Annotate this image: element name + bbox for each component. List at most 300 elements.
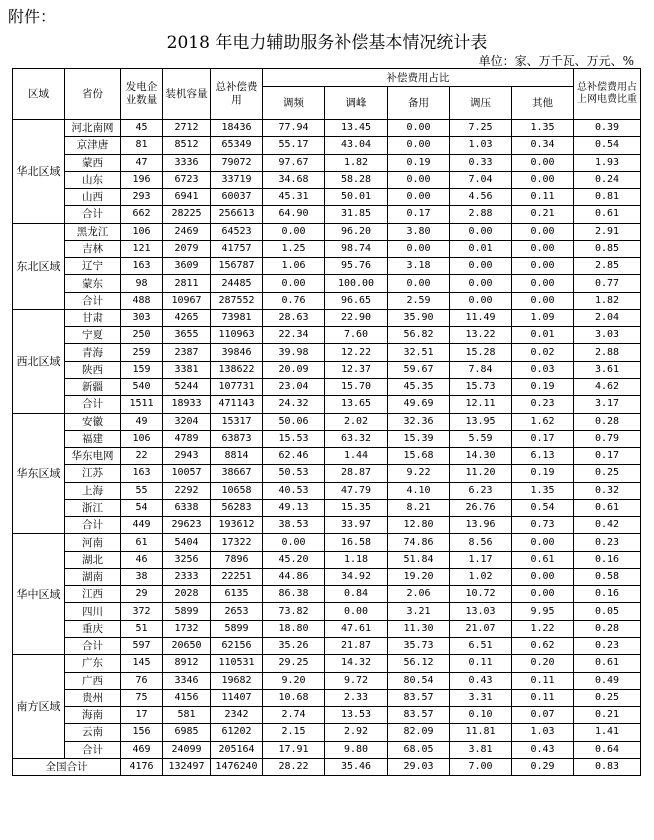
ratio-total-cell: 0.83 — [574, 758, 641, 775]
voltage-cell: 1.02 — [450, 568, 512, 585]
voltage-cell: 13.96 — [450, 517, 512, 534]
peak-cell: 9.80 — [325, 741, 388, 758]
voltage-cell: 7.25 — [450, 120, 512, 137]
header-capacity: 装机容量 — [163, 69, 211, 120]
freq-cell: 50.06 — [263, 413, 325, 430]
reserve-cell: 83.57 — [388, 707, 450, 724]
voltage-cell: 1.03 — [450, 137, 512, 154]
peak-cell: 2.33 — [325, 689, 388, 706]
unit-note: 单位：家、万千瓦、万元、% — [478, 54, 634, 68]
ratio-cell: 0.49 — [574, 672, 641, 689]
province-cell: 新疆 — [65, 378, 121, 395]
voltage-cell: 2.88 — [450, 206, 512, 223]
province-cell: 合计 — [65, 292, 121, 309]
capacity-cell: 6338 — [163, 499, 211, 516]
capacity-cell: 3256 — [163, 551, 211, 568]
ratio-cell: 2.04 — [574, 309, 641, 326]
voltage-cell: 0.00 — [450, 223, 512, 240]
freq-total-cell: 28.22 — [263, 758, 325, 775]
peak-cell: 13.45 — [325, 120, 388, 137]
ratio-cell: 0.16 — [574, 551, 641, 568]
voltage-cell: 14.30 — [450, 448, 512, 465]
other-cell: 0.62 — [512, 637, 574, 654]
compensation-cell: 17322 — [211, 534, 263, 551]
reserve-cell: 0.00 — [388, 120, 450, 137]
subtotal-row — [13, 741, 641, 758]
capacity-cell: 4265 — [163, 309, 211, 326]
peak-cell: 96.20 — [325, 223, 388, 240]
table-row — [13, 171, 641, 188]
other-cell: 0.00 — [512, 586, 574, 603]
other-cell: 0.21 — [512, 206, 574, 223]
peak-cell: 2.92 — [325, 724, 388, 741]
companies-cell: 46 — [121, 551, 163, 568]
reserve-cell: 11.30 — [388, 620, 450, 637]
reserve-cell: 80.54 — [388, 672, 450, 689]
freq-cell: 2.15 — [263, 724, 325, 741]
compensation-cell: 56283 — [211, 499, 263, 516]
freq-cell: 62.46 — [263, 448, 325, 465]
peak-cell: 96.65 — [325, 292, 388, 309]
reserve-cell: 3.21 — [388, 603, 450, 620]
other-cell: 0.43 — [512, 741, 574, 758]
capacity-cell: 581 — [163, 707, 211, 724]
voltage-cell: 13.22 — [450, 327, 512, 344]
voltage-cell: 6.23 — [450, 482, 512, 499]
subtotal-row — [13, 637, 641, 654]
companies-cell: 55 — [121, 482, 163, 499]
ratio-cell: 0.39 — [574, 120, 641, 137]
peak-cell: 34.92 — [325, 568, 388, 585]
companies-cell: 29 — [121, 586, 163, 603]
other-cell: 0.00 — [512, 154, 574, 171]
other-cell: 1.62 — [512, 413, 574, 430]
reserve-cell: 2.59 — [388, 292, 450, 309]
other-cell: 1.03 — [512, 724, 574, 741]
peak-cell: 22.90 — [325, 309, 388, 326]
reserve-cell: 0.19 — [388, 154, 450, 171]
table-row — [13, 586, 641, 603]
voltage-cell: 11.20 — [450, 465, 512, 482]
capacity-cell: 20650 — [163, 637, 211, 654]
reserve-total-cell: 29.03 — [388, 758, 450, 775]
region-cell: 西北区域 — [13, 309, 65, 413]
peak-cell: 47.61 — [325, 620, 388, 637]
voltage-cell: 3.31 — [450, 689, 512, 706]
ratio-cell: 0.81 — [574, 189, 641, 206]
region-cell: 华北区域 — [13, 120, 65, 224]
table-row — [13, 258, 641, 275]
compensation-cell: 256613 — [211, 206, 263, 223]
reserve-cell: 15.68 — [388, 448, 450, 465]
compensation-cell: 110531 — [211, 655, 263, 672]
reserve-cell: 83.57 — [388, 689, 450, 706]
companies-cell: 597 — [121, 637, 163, 654]
freq-cell: 0.00 — [263, 275, 325, 292]
voltage-cell: 10.72 — [450, 586, 512, 603]
ratio-cell: 1.41 — [574, 724, 641, 741]
peak-cell: 50.01 — [325, 189, 388, 206]
table-row — [13, 327, 641, 344]
province-cell: 合计 — [65, 396, 121, 413]
province-cell: 甘肃 — [65, 309, 121, 326]
reserve-cell: 74.86 — [388, 534, 450, 551]
province-cell: 四川 — [65, 603, 121, 620]
freq-cell: 86.38 — [263, 586, 325, 603]
table-row — [13, 309, 641, 326]
table-row — [13, 344, 641, 361]
voltage-cell: 4.56 — [450, 189, 512, 206]
freq-cell: 45.31 — [263, 189, 325, 206]
companies-cell: 17 — [121, 707, 163, 724]
companies-cell: 662 — [121, 206, 163, 223]
province-cell: 山东 — [65, 171, 121, 188]
other-cell: 0.19 — [512, 465, 574, 482]
ratio-cell: 1.82 — [574, 292, 641, 309]
compensation-cell: 2342 — [211, 707, 263, 724]
freq-cell: 2.74 — [263, 707, 325, 724]
freq-cell: 10.68 — [263, 689, 325, 706]
companies-cell: 163 — [121, 465, 163, 482]
freq-cell: 55.17 — [263, 137, 325, 154]
header-peak: 调峰 — [325, 87, 388, 120]
voltage-cell: 0.33 — [450, 154, 512, 171]
peak-cell: 47.79 — [325, 482, 388, 499]
peak-cell: 31.85 — [325, 206, 388, 223]
ratio-cell: 3.17 — [574, 396, 641, 413]
ratio-cell: 0.05 — [574, 603, 641, 620]
province-cell: 江苏 — [65, 465, 121, 482]
companies-cell: 259 — [121, 344, 163, 361]
province-cell: 贵州 — [65, 689, 121, 706]
freq-cell: 64.90 — [263, 206, 325, 223]
capacity-cell: 2292 — [163, 482, 211, 499]
compensation-cell: 73981 — [211, 309, 263, 326]
capacity-cell: 2028 — [163, 586, 211, 603]
companies-cell: 81 — [121, 137, 163, 154]
reserve-cell: 0.00 — [388, 171, 450, 188]
region-cell: 东北区域 — [13, 223, 65, 309]
capacity-cell: 3381 — [163, 361, 211, 378]
companies-cell: 163 — [121, 258, 163, 275]
reserve-cell: 32.36 — [388, 413, 450, 430]
compensation-cell: 7896 — [211, 551, 263, 568]
ratio-cell: 0.23 — [574, 637, 641, 654]
table-row — [13, 482, 641, 499]
reserve-cell: 0.00 — [388, 189, 450, 206]
companies-cell: 121 — [121, 240, 163, 257]
freq-cell: 40.53 — [263, 482, 325, 499]
voltage-cell: 5.59 — [450, 430, 512, 447]
compensation-cell: 110963 — [211, 327, 263, 344]
capacity-cell: 2387 — [163, 344, 211, 361]
table-row — [13, 724, 641, 741]
table-row — [13, 534, 641, 551]
other-cell: 0.00 — [512, 534, 574, 551]
province-cell: 华东电网 — [65, 448, 121, 465]
peak-cell: 15.70 — [325, 378, 388, 395]
voltage-cell: 21.07 — [450, 620, 512, 637]
capacity-cell: 3655 — [163, 327, 211, 344]
ratio-cell: 2.91 — [574, 223, 641, 240]
compensation-cell: 61202 — [211, 724, 263, 741]
other-cell: 0.61 — [512, 551, 574, 568]
voltage-cell: 8.56 — [450, 534, 512, 551]
companies-cell: 449 — [121, 517, 163, 534]
voltage-cell: 0.00 — [450, 292, 512, 309]
province-cell: 福建 — [65, 430, 121, 447]
freq-cell: 38.53 — [263, 517, 325, 534]
companies-cell: 145 — [121, 655, 163, 672]
reserve-cell: 59.67 — [388, 361, 450, 378]
companies-cell: 106 — [121, 430, 163, 447]
freq-cell: 35.26 — [263, 637, 325, 654]
header-ratio: 总补偿费用占上网电费比重 — [574, 69, 641, 120]
ratio-cell: 0.42 — [574, 517, 641, 534]
header-compensation: 总补偿费用 — [211, 69, 263, 120]
peak-cell: 98.74 — [325, 240, 388, 257]
compensation-cell: 41757 — [211, 240, 263, 257]
compensation-total-cell: 1476240 — [211, 758, 263, 775]
compensation-cell: 138622 — [211, 361, 263, 378]
reserve-cell: 49.69 — [388, 396, 450, 413]
companies-cell: 156 — [121, 724, 163, 741]
other-cell: 0.00 — [512, 258, 574, 275]
companies-cell: 51 — [121, 620, 163, 637]
reserve-cell: 45.35 — [388, 378, 450, 395]
reserve-cell: 12.80 — [388, 517, 450, 534]
compensation-cell: 62156 — [211, 637, 263, 654]
capacity-cell: 5244 — [163, 378, 211, 395]
capacity-cell: 4789 — [163, 430, 211, 447]
compensation-cell: 33719 — [211, 171, 263, 188]
other-cell: 1.35 — [512, 482, 574, 499]
voltage-cell: 15.28 — [450, 344, 512, 361]
province-cell: 辽宁 — [65, 258, 121, 275]
ratio-cell: 0.58 — [574, 568, 641, 585]
table-row — [13, 413, 641, 430]
peak-cell: 63.32 — [325, 430, 388, 447]
freq-cell: 45.20 — [263, 551, 325, 568]
other-cell: 1.09 — [512, 309, 574, 326]
voltage-cell: 26.76 — [450, 499, 512, 516]
other-cell: 0.20 — [512, 655, 574, 672]
capacity-cell: 8912 — [163, 655, 211, 672]
header-reserve: 备用 — [388, 87, 450, 120]
freq-cell: 18.80 — [263, 620, 325, 637]
voltage-cell: 12.11 — [450, 396, 512, 413]
province-cell: 合计 — [65, 637, 121, 654]
other-total-cell: 0.29 — [512, 758, 574, 775]
compensation-cell: 60037 — [211, 189, 263, 206]
capacity-cell: 2943 — [163, 448, 211, 465]
ratio-cell: 0.79 — [574, 430, 641, 447]
companies-cell: 22 — [121, 448, 163, 465]
other-cell: 0.11 — [512, 672, 574, 689]
voltage-cell: 15.73 — [450, 378, 512, 395]
peak-cell: 0.84 — [325, 586, 388, 603]
province-cell: 合计 — [65, 206, 121, 223]
table-row — [13, 603, 641, 620]
province-cell: 湖北 — [65, 551, 121, 568]
capacity-cell: 29623 — [163, 517, 211, 534]
other-cell: 1.35 — [512, 120, 574, 137]
companies-cell: 250 — [121, 327, 163, 344]
voltage-cell: 0.01 — [450, 240, 512, 257]
companies-cell: 159 — [121, 361, 163, 378]
capacity-cell: 2469 — [163, 223, 211, 240]
capacity-cell: 1732 — [163, 620, 211, 637]
reserve-cell: 9.22 — [388, 465, 450, 482]
province-cell: 京津唐 — [65, 137, 121, 154]
ratio-cell: 0.64 — [574, 741, 641, 758]
compensation-cell: 63873 — [211, 430, 263, 447]
voltage-cell: 0.43 — [450, 672, 512, 689]
other-cell: 0.01 — [512, 327, 574, 344]
other-cell: 0.17 — [512, 430, 574, 447]
reserve-cell: 0.00 — [388, 275, 450, 292]
peak-cell: 12.22 — [325, 344, 388, 361]
table-row — [13, 465, 641, 482]
peak-total-cell: 35.46 — [325, 758, 388, 775]
other-cell: 0.19 — [512, 378, 574, 395]
province-cell: 山西 — [65, 189, 121, 206]
capacity-cell: 24099 — [163, 741, 211, 758]
province-cell: 蒙东 — [65, 275, 121, 292]
ratio-cell: 3.03 — [574, 327, 641, 344]
companies-cell: 469 — [121, 741, 163, 758]
table-row — [13, 672, 641, 689]
capacity-cell: 2333 — [163, 568, 211, 585]
national-total-label: 全国合计 — [13, 758, 121, 775]
voltage-cell: 7.84 — [450, 361, 512, 378]
compensation-cell: 15317 — [211, 413, 263, 430]
peak-cell: 16.58 — [325, 534, 388, 551]
peak-cell: 100.00 — [325, 275, 388, 292]
reserve-cell: 51.84 — [388, 551, 450, 568]
ratio-cell: 3.61 — [574, 361, 641, 378]
reserve-cell: 15.39 — [388, 430, 450, 447]
compensation-cell: 471143 — [211, 396, 263, 413]
peak-cell: 1.44 — [325, 448, 388, 465]
province-cell: 广东 — [65, 655, 121, 672]
companies-cell: 106 — [121, 223, 163, 240]
table-row — [13, 620, 641, 637]
peak-cell: 1.18 — [325, 551, 388, 568]
capacity-cell: 2079 — [163, 240, 211, 257]
reserve-cell: 0.17 — [388, 206, 450, 223]
table-row — [13, 430, 641, 447]
peak-cell: 15.35 — [325, 499, 388, 516]
freq-cell: 17.91 — [263, 741, 325, 758]
other-cell: 0.73 — [512, 517, 574, 534]
table-row — [13, 275, 641, 292]
province-cell: 河南 — [65, 534, 121, 551]
ratio-cell: 0.25 — [574, 465, 641, 482]
voltage-cell: 0.00 — [450, 258, 512, 275]
capacity-cell: 8512 — [163, 137, 211, 154]
table-row — [13, 120, 641, 137]
companies-total-cell: 4176 — [121, 758, 163, 775]
other-cell: 0.02 — [512, 344, 574, 361]
companies-cell: 76 — [121, 672, 163, 689]
other-cell: 0.54 — [512, 499, 574, 516]
province-cell: 上海 — [65, 482, 121, 499]
subtotal-row — [13, 396, 641, 413]
companies-cell: 372 — [121, 603, 163, 620]
capacity-cell: 3204 — [163, 413, 211, 430]
companies-cell: 49 — [121, 413, 163, 430]
peak-cell: 0.00 — [325, 603, 388, 620]
table-row — [13, 499, 641, 516]
reserve-cell: 19.20 — [388, 568, 450, 585]
reserve-cell: 35.90 — [388, 309, 450, 326]
province-cell: 江西 — [65, 586, 121, 603]
freq-cell: 24.32 — [263, 396, 325, 413]
capacity-cell: 2811 — [163, 275, 211, 292]
peak-cell: 1.82 — [325, 154, 388, 171]
companies-cell: 303 — [121, 309, 163, 326]
ratio-cell: 0.24 — [574, 171, 641, 188]
companies-cell: 38 — [121, 568, 163, 585]
voltage-cell: 11.49 — [450, 309, 512, 326]
voltage-cell: 13.03 — [450, 603, 512, 620]
reserve-cell: 0.00 — [388, 137, 450, 154]
ratio-cell: 0.77 — [574, 275, 641, 292]
table-row — [13, 361, 641, 378]
region-cell: 南方区域 — [13, 655, 65, 759]
compensation-cell: 10658 — [211, 482, 263, 499]
province-cell: 河北南网 — [65, 120, 121, 137]
table-row — [13, 448, 641, 465]
freq-cell: 39.98 — [263, 344, 325, 361]
freq-cell: 0.76 — [263, 292, 325, 309]
voltage-cell: 6.51 — [450, 637, 512, 654]
reserve-cell: 3.80 — [388, 223, 450, 240]
freq-cell: 50.53 — [263, 465, 325, 482]
other-cell: 0.11 — [512, 189, 574, 206]
capacity-cell: 18933 — [163, 396, 211, 413]
statistics-table — [12, 68, 641, 776]
other-cell: 6.13 — [512, 448, 574, 465]
other-cell: 0.00 — [512, 223, 574, 240]
capacity-cell: 3609 — [163, 258, 211, 275]
header-companies: 发电企业数量 — [121, 69, 163, 120]
table-row — [13, 240, 641, 257]
ratio-cell: 0.28 — [574, 620, 641, 637]
freq-cell: 1.06 — [263, 258, 325, 275]
compensation-cell: 18436 — [211, 120, 263, 137]
reserve-cell: 32.51 — [388, 344, 450, 361]
ratio-cell: 4.62 — [574, 378, 641, 395]
peak-cell: 28.87 — [325, 465, 388, 482]
national-total-row — [13, 758, 641, 775]
peak-cell: 2.02 — [325, 413, 388, 430]
reserve-cell: 3.18 — [388, 258, 450, 275]
compensation-cell: 79072 — [211, 154, 263, 171]
compensation-cell: 8814 — [211, 448, 263, 465]
ratio-cell: 0.28 — [574, 413, 641, 430]
compensation-cell: 65349 — [211, 137, 263, 154]
province-cell: 陕西 — [65, 361, 121, 378]
ratio-cell: 0.85 — [574, 240, 641, 257]
province-cell: 广西 — [65, 672, 121, 689]
province-cell: 吉林 — [65, 240, 121, 257]
voltage-cell: 13.95 — [450, 413, 512, 430]
freq-cell: 0.00 — [263, 223, 325, 240]
province-cell: 安徽 — [65, 413, 121, 430]
table-row — [13, 689, 641, 706]
